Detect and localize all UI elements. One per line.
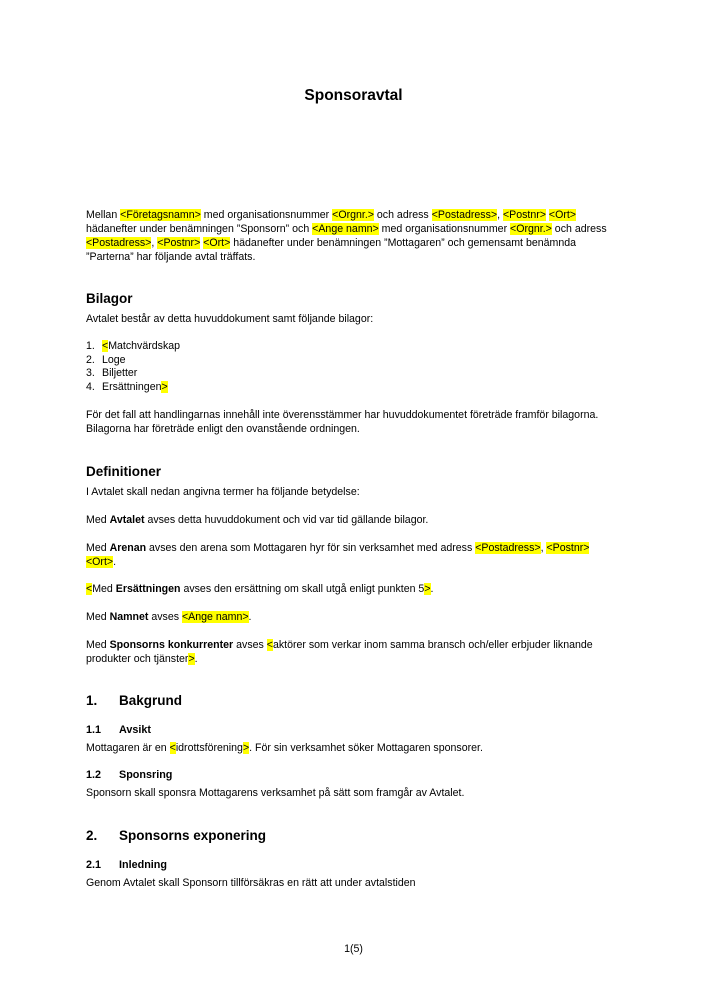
- intro-text: Mellan: [86, 209, 121, 221]
- section-1-2-text: Sponsorn skall sponsra Mottagarens verksamhet på sätt som framgår av Avtalet.: [86, 787, 465, 799]
- placeholder-postadress: <Postadress>: [475, 542, 541, 554]
- list-item: 2. Loge: [86, 353, 126, 366]
- intro-text: med organisationsnummer: [378, 223, 511, 235]
- placeholder-bracket: >: [242, 742, 250, 754]
- bilagor-text: Avtalet består av detta huvuddokument samt följande bilagor:: [86, 313, 374, 325]
- placeholder-postadress: <Postadress>: [86, 237, 152, 249]
- placeholder-company-name: <Företagsnamn>: [120, 209, 201, 221]
- placeholder-postnr: <Postnr>: [502, 209, 546, 221]
- list-item: 3. Biljetter: [86, 367, 138, 380]
- bilagor-heading: Bilagor: [86, 291, 133, 306]
- placeholder-ange-namn: <Ange namn>: [181, 611, 249, 623]
- placeholder-ort: <Ort>: [203, 237, 231, 249]
- placeholder-bracket: <: [86, 583, 93, 595]
- placeholder-postnr: <Postnr>: [157, 237, 201, 249]
- placeholder-bracket: <: [266, 639, 273, 651]
- section-2-1-heading: 2.1 Inledning: [86, 859, 167, 871]
- definition-ersattningen: <Med Ersättningen avses den ersättning om skall utgå enligt punkten 5>.: [86, 583, 434, 595]
- placeholder-ange-namn: <Ange namn>: [312, 223, 379, 235]
- placeholder-postnr: <Postnr>: [546, 542, 590, 554]
- definitioner-text: I Avtalet skall nedan angivna termer ha följande betydelse:: [86, 486, 360, 498]
- placeholder-bracket: <: [102, 340, 109, 352]
- term: Avtalet: [109, 514, 145, 526]
- section-1-1-text: Mottagaren är en <idrottsförening>. För sin verksamhet söker Mottagaren sponsorer.: [86, 742, 483, 754]
- intro-text: och adress: [551, 223, 607, 235]
- intro-text: ,: [151, 237, 158, 249]
- list-item: 1. <Matchvärdskap: [86, 340, 181, 352]
- intro-text: och adress: [373, 209, 432, 221]
- placeholder-ort: <Ort>: [548, 209, 576, 221]
- bilagor-order-text: För det fall att handlingarnas innehåll inte överensstämmer har huvuddokumentet företräde framför bilagorna. Bilagorna har företräde enligt den ovanstående ordningen.: [86, 409, 599, 435]
- placeholder-bracket: >: [424, 583, 431, 595]
- section-1-2-heading: 1.2 Sponsring: [86, 769, 173, 781]
- definitioner-heading: Definitioner: [86, 464, 162, 479]
- intro-text: ,: [497, 209, 503, 221]
- placeholder-postadress: <Postadress>: [431, 209, 498, 221]
- section-1-1-heading: 1.1 Avsikt: [86, 724, 152, 736]
- section-1-heading: 1. Bakgrund: [86, 693, 183, 708]
- bilagor-list: [86, 340, 622, 394]
- document-title: Sponsoravtal: [304, 87, 403, 104]
- intro-text: hädanefter under benämningen ”Sponsorn” och: [86, 223, 313, 235]
- definition-namnet: Med Namnet avses <Ange namn>.: [86, 611, 252, 623]
- placeholder-ort: <Ort>: [86, 556, 114, 568]
- placeholder-orgnr: <Orgnr.>: [510, 223, 552, 235]
- term: Arenan: [109, 542, 147, 554]
- definition-konkurrenter: Med Sponsorns konkurrenter avses <aktörer som verkar inom samma bransch och/eller erbjuder liknande produkter och tjänster>.: [86, 639, 593, 665]
- placeholder-bracket: >: [188, 653, 195, 665]
- section-2-1-text: Genom Avtalet skall Sponsorn tillförsäkras en rätt att under avtalstiden: [86, 877, 416, 889]
- term: Namnet: [109, 611, 149, 623]
- definition-avtalet: Med Avtalet avses detta huvuddokument och vid var tid gällande bilagor.: [86, 514, 429, 526]
- placeholder-bracket: <: [169, 742, 176, 754]
- intro-text: hädanefter under benämningen ”Mottagaren” och gemensamt benämnda ”Parterna” har följande avtal träffats.: [86, 237, 577, 263]
- term: Sponsorns konkurrenter: [109, 639, 234, 651]
- list-item: 4. Ersättningen>: [86, 380, 168, 393]
- intro-text: med organisationsnummer: [200, 209, 333, 221]
- page-number: 1(5): [344, 943, 363, 955]
- intro-paragraph: [86, 208, 622, 264]
- placeholder-orgnr: <Orgnr.>: [332, 209, 374, 221]
- definition-arenan: Med Arenan avses den arena som Mottagaren hyr för sin verksamhet med adress <Postadress>, <Postnr> <Ort>.: [86, 542, 590, 568]
- term: Ersättningen: [115, 583, 181, 595]
- section-2-heading: 2. Sponsorns exponering: [86, 828, 267, 843]
- placeholder-bracket: >: [161, 380, 168, 393]
